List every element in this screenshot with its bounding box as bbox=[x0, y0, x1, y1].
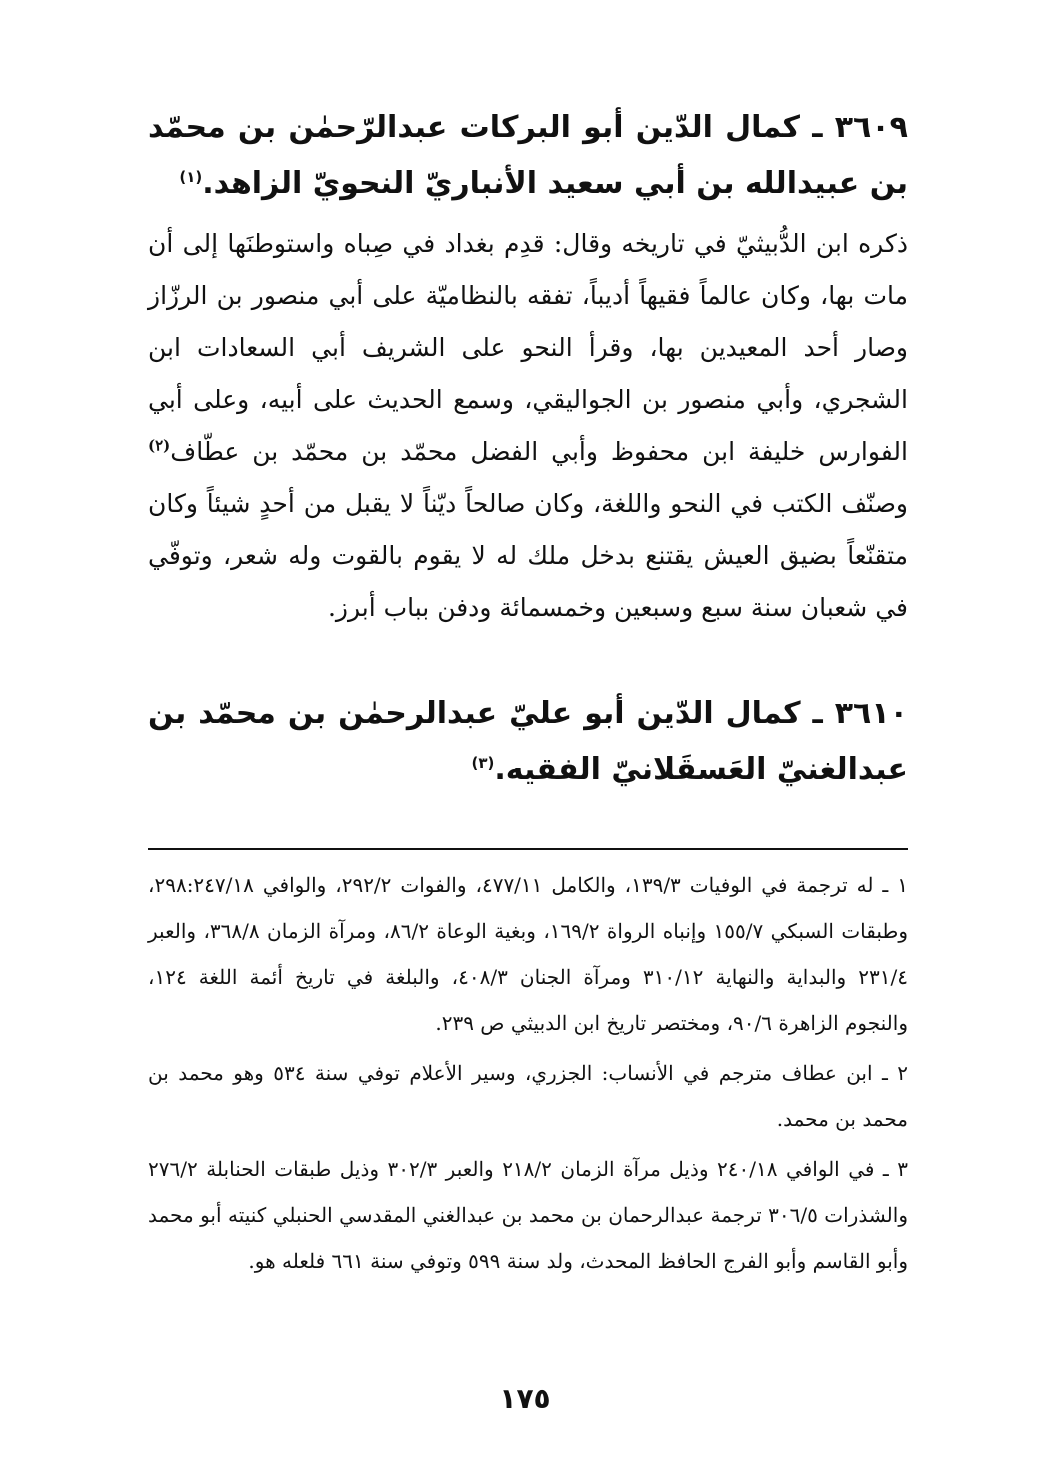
entry-heading-3609 bbox=[148, 100, 908, 212]
page-body bbox=[148, 100, 908, 798]
footnote-ref: (٢) bbox=[148, 436, 171, 455]
entry-heading-3610 bbox=[148, 686, 908, 798]
footnotes-section bbox=[148, 862, 908, 1288]
footnote-divider bbox=[148, 848, 908, 850]
footnote-ref: (٣) bbox=[471, 754, 495, 772]
entry-body-text: ذكره ابن الدُّبيثيّ في تاريخه وقال: قدِم بغداد في صِباه واستوطنَها إلى أن مات بها، وكان عالماً فقيهاً أديباً، تفقه بالنظاميّة على أبي منصور بن الرزّاز وصار أحد المعيدين بها، وقرأ النحو على الشريف أبي السعادات ابن الشجري، وأبي منصور بن الجواليقي، وسمع الحديث على أبيه، وعلى أبي الفوارس خليفة ابن محفوظ وأبي الفضل محمّد بن محمّد بن عطّاف bbox=[148, 229, 908, 466]
footnote-3: ٣ ـ في الوافي ٢٤٠/١٨ وذيل مرآة الزمان ٢١٨/٢ والعبر ٣٠٢/٣ وذيل طبقات الحنابلة ٢٧٦/٢ والشذرات ٣٠٦/٥ ترجمة عبدالرحمان بن محمد بن عبدالغني المقدسي الحنبلي كنيته أبو محمد وأبو القاسم وأبو الفرج الحافظ المحدث، ولد سنة ٥٩٩ وتوفي سنة ٦٦١ فلعله هو. bbox=[148, 1157, 908, 1273]
entry-heading-text: ٣٦٠٩ ـ كمال الدّين أبو البركات عبدالرّحمٰن بن محمّد بن عبيدالله بن أبي سعيد الأنباريّ النحويّ الزاهد. bbox=[148, 110, 908, 201]
entry-heading-text: ٣٦١٠ ـ كمال الدّين أبو عليّ عبدالرحمٰن بن محمّد بن عبدالغنيّ العَسقَلانيّ الفقيه. bbox=[148, 696, 908, 787]
footnote-ref: (١) bbox=[179, 168, 203, 186]
footnote-1: ١ ـ له ترجمة في الوفيات ١٣٩/٣، والكامل ٤٧٧/١١، والفوات ٢٩٢/٢، والوافي ٢٩٨:٢٤٧/١٨، وطبقات السبكي ١٥٥/٧ وإنباه الرواة ١٦٩/٢، وبغية الوعاة ٨٦/٢، ومرآة الزمان ٣٦٨/٨، والعبر ٢٣١/٤ والبداية والنهاية ٣١٠/١٢ ومرآة الجنان ٤٠٨/٣، والبلغة في تاريخ أئمة اللغة ١٢٤، والنجوم الزاهرة ٩٠/٦، ومختصر تاريخ ابن الدبيثي ص ٢٣٩. bbox=[148, 873, 908, 1035]
entry-body-3609 bbox=[148, 218, 908, 634]
footnote-2: ٢ ـ ابن عطاف مترجم في الأنساب: الجزري، وسير الأعلام توفي سنة ٥٣٤ وهو محمد بن محمد بن محمد. bbox=[148, 1061, 908, 1131]
page-number: ١٧٥ bbox=[499, 1382, 551, 1415]
entry-body-text-continued: وصنّف الكتب في النحو واللغة، وكان صالحاً ديّناً لا يقبل من أحدٍ شيئاً وكان متقنّعاً بضيق العيش يقتنع بدخل ملك له لا يقوم بالقوت وله شعر، وتوفّي في شعبان سنة سبع وسبعين وخمسمائة ودفن بباب أبرز. bbox=[148, 489, 908, 622]
